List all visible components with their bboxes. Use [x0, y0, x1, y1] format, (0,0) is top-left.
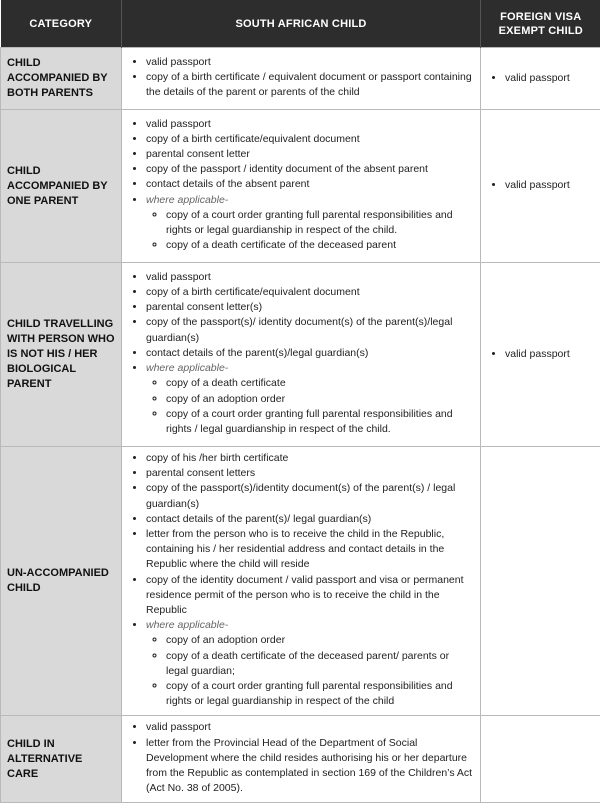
list-item: • copy of a birth certificate/equivalent document	[146, 132, 474, 147]
foreign-requirements	[481, 447, 600, 716]
table-row	[1, 48, 600, 110]
sub-requirements-list	[146, 208, 474, 254]
list-item: • copy of a birth certificate/equivalent document	[146, 285, 474, 300]
foreign-requirements	[481, 263, 600, 447]
header-foreign-line1: FOREIGN VISA	[500, 11, 581, 23]
list-item: • valid passport	[146, 55, 474, 70]
where-applicable-label: where applicable-	[146, 362, 228, 374]
list-item: • valid passport	[505, 347, 596, 362]
list-item: • copy of a birth certificate / equivalent document or passport containing the details of the parent or parents of the child	[146, 70, 474, 100]
list-item	[146, 618, 474, 709]
header-row	[1, 0, 600, 48]
sub-list-item: ◦ copy of an adoption order	[166, 392, 474, 407]
sub-requirements-list	[146, 376, 474, 437]
list-item: • contact details of the absent parent	[146, 177, 474, 192]
sub-list-item: ◦ copy of a death certificate of the deceased parent	[166, 238, 474, 253]
category-cell: CHILD TRAVELLING WITH PERSON WHO IS NOT HIS / HER BIOLOGICAL PARENT	[1, 263, 122, 447]
table-row	[1, 263, 600, 447]
list-item: • parental consent letter	[146, 147, 474, 162]
where-applicable-label: where applicable-	[146, 619, 228, 631]
list-item: • letter from the person who is to receive the child in the Republic, containing his / her residential address and contact details in the Republic where the child will reside	[146, 527, 474, 573]
list-item: • copy of the passport(s)/identity document(s) of the parent(s) / legal guardian(s)	[146, 481, 474, 511]
list-item: • parental consent letter(s)	[146, 300, 474, 315]
list-item	[146, 361, 474, 437]
sub-list-item: ◦ copy of a court order granting full parental responsibilities and rights / legal guardianship in respect of the child.	[166, 407, 474, 437]
list-item: • valid passport	[505, 178, 596, 193]
requirements-list	[126, 451, 474, 709]
where-applicable-label: where applicable-	[146, 194, 228, 206]
requirements-list	[126, 55, 474, 101]
header-category: CATEGORY	[1, 0, 122, 48]
header-foreign-visa-exempt-child	[481, 0, 600, 48]
foreign-requirements	[481, 110, 600, 263]
list-item: • parental consent letters	[146, 466, 474, 481]
list-item: • copy of his /her birth certificate	[146, 451, 474, 466]
sub-list-item: ◦ copy of a court order granting full parental responsibilities and rights or legal guardianship in respect of the child.	[166, 208, 474, 238]
sub-list-item: ◦ copy of an adoption order	[166, 633, 474, 648]
header-foreign-line2: EXEMPT CHILD	[499, 25, 583, 37]
list-item: • contact details of the parent(s)/legal guardian(s)	[146, 346, 474, 361]
sub-requirements-list	[146, 633, 474, 709]
sub-list-item: ◦ copy of a death certificate	[166, 376, 474, 391]
table-row	[1, 447, 600, 716]
south-african-requirements	[122, 48, 481, 110]
list-item: • copy of the passport(s)/ identity document(s) of the parent(s)/legal guardian(s)	[146, 315, 474, 345]
foreign-requirements	[481, 48, 600, 110]
foreign-requirements	[481, 716, 600, 803]
list-item	[146, 193, 474, 254]
list-item: • valid passport	[146, 720, 474, 735]
south-african-requirements	[122, 716, 481, 803]
requirements-list	[126, 270, 474, 437]
list-item: • valid passport	[505, 71, 596, 86]
south-african-requirements	[122, 447, 481, 716]
category-cell: CHILD ACCOMPANIED BY BOTH PARENTS	[1, 48, 122, 110]
sub-list-item: ◦ copy of a death certificate of the deceased parent/ parents or legal guardian;	[166, 649, 474, 679]
table-row	[1, 110, 600, 263]
requirements-list	[126, 720, 474, 796]
list-item: • valid passport	[146, 270, 474, 285]
table-row	[1, 716, 600, 803]
list-item: • copy of the passport / identity document of the absent parent	[146, 162, 474, 177]
category-cell: CHILD ACCOMPANIED BY ONE PARENT	[1, 110, 122, 263]
list-item: • valid passport	[146, 117, 474, 132]
south-african-requirements	[122, 263, 481, 447]
sub-list-item: ◦ copy of a court order granting full parental responsibilities and rights or legal guardianship in respect of the child	[166, 679, 474, 709]
list-item: • copy of the identity document / valid passport and visa or permanent residence permit of the person who is to receive the child in the Republic	[146, 573, 474, 619]
category-cell: UN-ACCOMPANIED CHILD	[1, 447, 122, 716]
category-cell: CHILD IN ALTERNATIVE CARE	[1, 716, 122, 803]
header-south-african-child: SOUTH AFRICAN CHILD	[122, 0, 481, 48]
requirements-list	[126, 117, 474, 254]
list-item: • contact details of the parent(s)/ legal guardian(s)	[146, 512, 474, 527]
south-african-requirements	[122, 110, 481, 263]
list-item: • letter from the Provincial Head of the Department of Social Development where the child resides authorising his or her departure from the Republic as contemplated in section 169 of the Children’s Act (Act No. 38 of 2005).	[146, 736, 474, 797]
